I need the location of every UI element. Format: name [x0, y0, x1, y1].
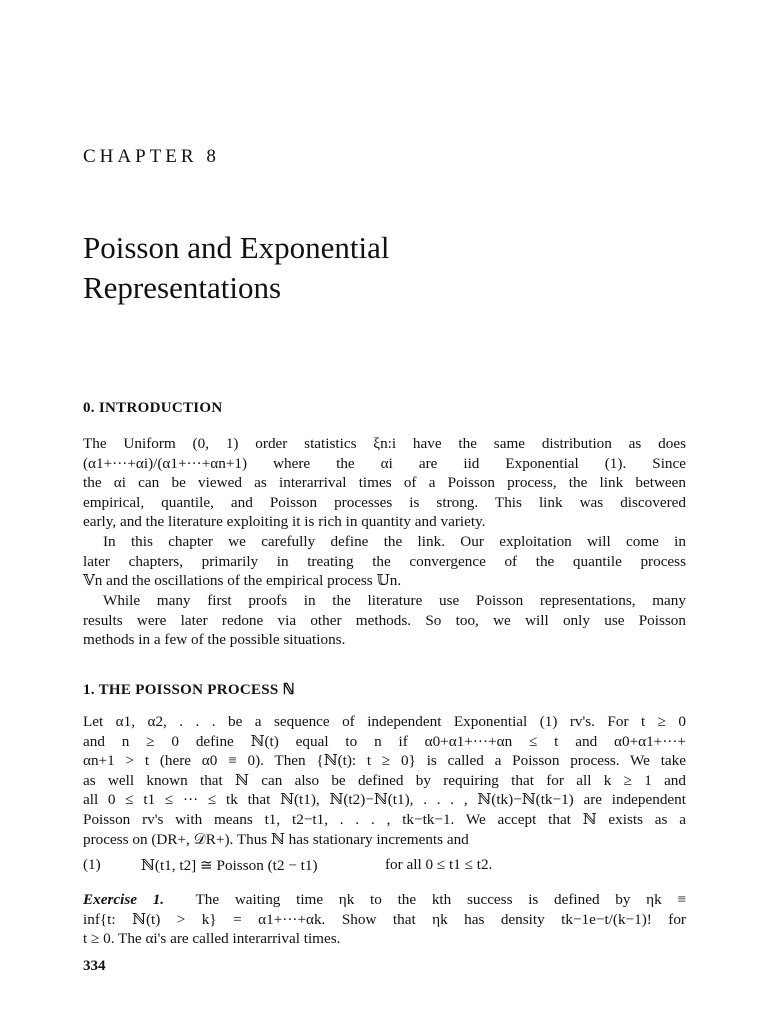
text-line: In this chapter we carefully define the link. Our exploitation will come in: [103, 533, 686, 550]
equation-number: (1): [83, 856, 101, 873]
chapter-title: [83, 228, 703, 308]
text-line: αn+1 > t (here α0 ≡ 0). Then {ℕ(t): t ≥ 0} is called a Poisson process. We take: [83, 752, 686, 770]
text-line: process on (DR+, 𝒟R+). Thus ℕ has stationary increments and: [83, 830, 469, 848]
text-line: and n ≥ 0 define ℕ(t) equal to n if α0+α1+···+αn ≤ t and α0+α1+···+: [83, 732, 686, 750]
poisson-paragraph-1: [83, 712, 686, 849]
text-line: the αi can be viewed as interarrival times of a Poisson process, the link between: [83, 474, 686, 492]
text-line: The Uniform (0, 1) order statistics ξn:i have the same distribution as does: [83, 435, 686, 452]
equation-body: ℕ(t1, t2] ≅ Poisson (t2 − t1): [141, 857, 318, 874]
text-line: Let α1, α2, . . . be a sequence of independent Exponential (1) rv's. For t ≥ 0: [83, 713, 686, 730]
text-line: While many first proofs in the literature use Poisson representations, many: [103, 592, 686, 609]
text-line: results were later redone via other methods. So too, we will only use Poisson: [83, 611, 686, 629]
text-line: (α1+···+αi)/(α1+···+αn+1) where the αi are iid Exponential (1). Since: [83, 454, 686, 472]
intro-paragraph-1: [83, 434, 686, 532]
poisson-process-heading: 1. THE POISSON PROCESS ℕ: [83, 682, 295, 698]
exercise-text: The waiting time ηk to the kth success is defined by ηk ≡: [195, 891, 686, 908]
text-line: Poisson rv's with means t1, t2−t1, . . . , tk−tk−1. We accept that ℕ exists as a: [83, 810, 686, 828]
text-line: 𝕍n and the oscillations of the empirical process 𝕌n.: [83, 572, 402, 590]
text-line: [83, 890, 686, 910]
text-line: t ≥ 0. The αi's are called interarrival times.: [83, 930, 341, 948]
intro-paragraph-3: [83, 591, 686, 650]
text-line: methods in a few of the possible situations.: [83, 631, 346, 649]
text-line: empirical, quantile, and Poisson processes is strong. This link was discovered: [83, 493, 686, 511]
text-line: all 0 ≤ t1 ≤ ··· ≤ tk that ℕ(t1), ℕ(t2)−ℕ(t1), . . . , ℕ(tk)−ℕ(tk−1) are independent: [83, 791, 686, 809]
text-line: early, and the literature exploiting it is rich in quantity and variety.: [83, 513, 486, 531]
text-line: later chapters, primarily in treating the convergence of the quantile process: [83, 552, 686, 570]
text-line: as well known that ℕ can also be defined by requiring that for all k ≥ 1 and: [83, 771, 686, 789]
intro-paragraph-2: [83, 532, 686, 591]
chapter-label: CHAPTER 8: [83, 146, 220, 167]
introduction-heading: 0. INTRODUCTION: [83, 400, 223, 416]
chapter-title-line-2: Representations: [83, 270, 282, 305]
text-line: inf{t: ℕ(t) > k} = α1+···+αk. Show that ηk has density tk−1e−t/(k−1)! for: [83, 910, 686, 928]
chapter-title-line-1: Poisson and Exponential: [83, 230, 390, 265]
exercise-1: [83, 890, 686, 949]
equation-condition: for all 0 ≤ t1 ≤ t2.: [385, 856, 493, 873]
exercise-label: Exercise 1.: [83, 891, 165, 908]
page-number: 334: [83, 958, 106, 974]
